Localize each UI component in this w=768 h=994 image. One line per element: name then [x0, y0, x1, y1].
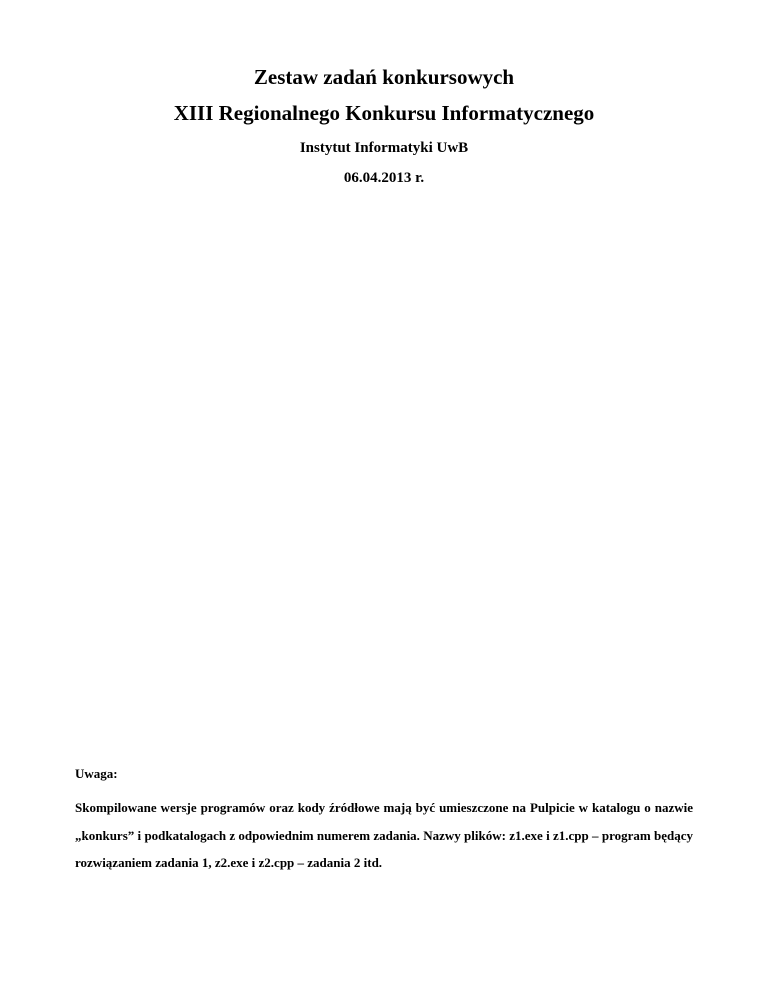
institute-name: Instytut Informatyki UwB [299, 140, 469, 156]
note-section [75, 766, 693, 877]
document-title-line1: Zestaw zadań konkursowych [253, 65, 515, 89]
document-date: 06.04.2013 r. [343, 170, 425, 186]
note-body: Skompilowane wersje programów oraz kody źródłowe mają być umieszczone na Pulpicie w katalogu o nazwie „konkurs” i podkatalogach z odpowiednim numerem zadania. Nazwy plików: z1.exe i z1.cpp – program będący rozwiązaniem zadania 1, z2.exe i z2.cpp – zadania 2 itd. [75, 800, 693, 870]
document-header [0, 60, 768, 188]
note-heading: Uwaga: [75, 766, 118, 781]
document-title-line2: XIII Regionalnego Konkursu Informatycznego [173, 101, 595, 125]
